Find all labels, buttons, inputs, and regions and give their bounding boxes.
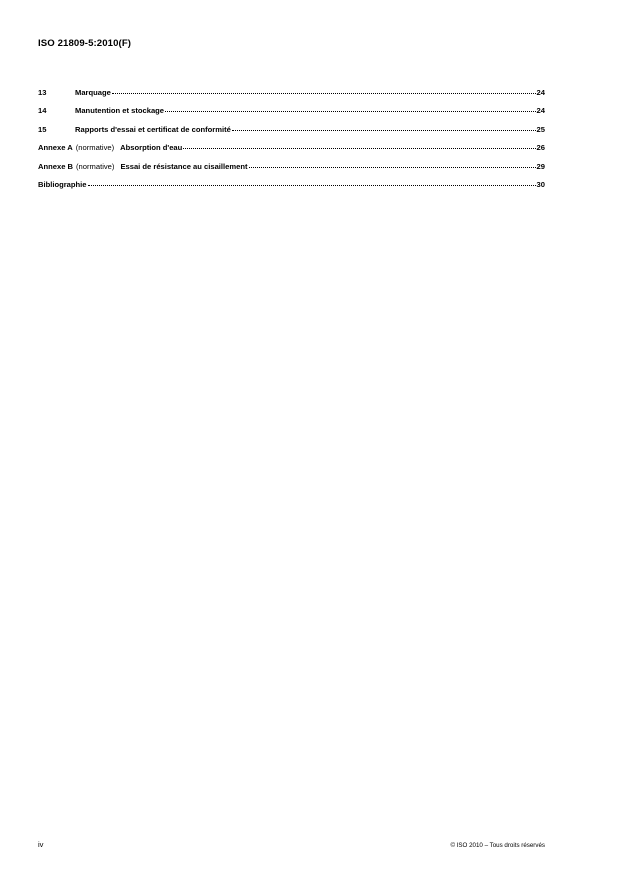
toc-entry-bibliography[interactable] xyxy=(38,178,545,196)
annex-type: (normative) xyxy=(75,143,115,153)
dot-leader xyxy=(232,122,536,131)
dot-leader xyxy=(165,103,536,112)
clause-title: Rapports d'essai et certificat de conformité xyxy=(75,124,231,134)
annex-type: (normative) xyxy=(76,161,115,171)
page-ref: 24 xyxy=(536,106,545,116)
dot-leader xyxy=(249,159,536,168)
clause-number: 14 xyxy=(38,106,47,116)
toc-entry-clause-15[interactable] xyxy=(38,123,545,141)
annex-label: Annexe A xyxy=(38,143,73,153)
clause-number: 15 xyxy=(38,124,47,134)
toc-entry-clause-13[interactable] xyxy=(38,86,545,104)
annex-label: Annexe B xyxy=(38,161,74,171)
page-ref: 24 xyxy=(536,88,545,97)
bibliography-title: Bibliographie xyxy=(38,179,87,189)
toc-entry-annex-b[interactable] xyxy=(38,160,545,178)
annex-title: Essai de résistance au cisaillement xyxy=(120,161,248,171)
clause-title: Manutention et stockage xyxy=(75,106,165,116)
dot-leader xyxy=(183,140,535,149)
table-of-contents xyxy=(38,86,545,196)
dot-leader xyxy=(112,85,536,94)
dot-leader xyxy=(88,177,536,186)
annex-title: Absorption d'eau xyxy=(120,143,183,153)
clause-number: 13 xyxy=(38,88,47,97)
toc-entry-clause-14[interactable] xyxy=(38,104,545,122)
page-number: iv xyxy=(38,840,44,849)
clause-title: Marquage xyxy=(75,88,111,97)
page-ref: 25 xyxy=(536,124,545,134)
copyright-notice: © ISO 2010 – Tous droits réservés xyxy=(450,842,545,849)
page-ref: 30 xyxy=(536,179,545,189)
toc-entry-annex-a[interactable] xyxy=(38,141,545,159)
page-ref: 29 xyxy=(536,161,545,171)
page-ref: 26 xyxy=(536,143,545,153)
document-id: ISO 21809-5:2010(F) xyxy=(38,38,132,49)
